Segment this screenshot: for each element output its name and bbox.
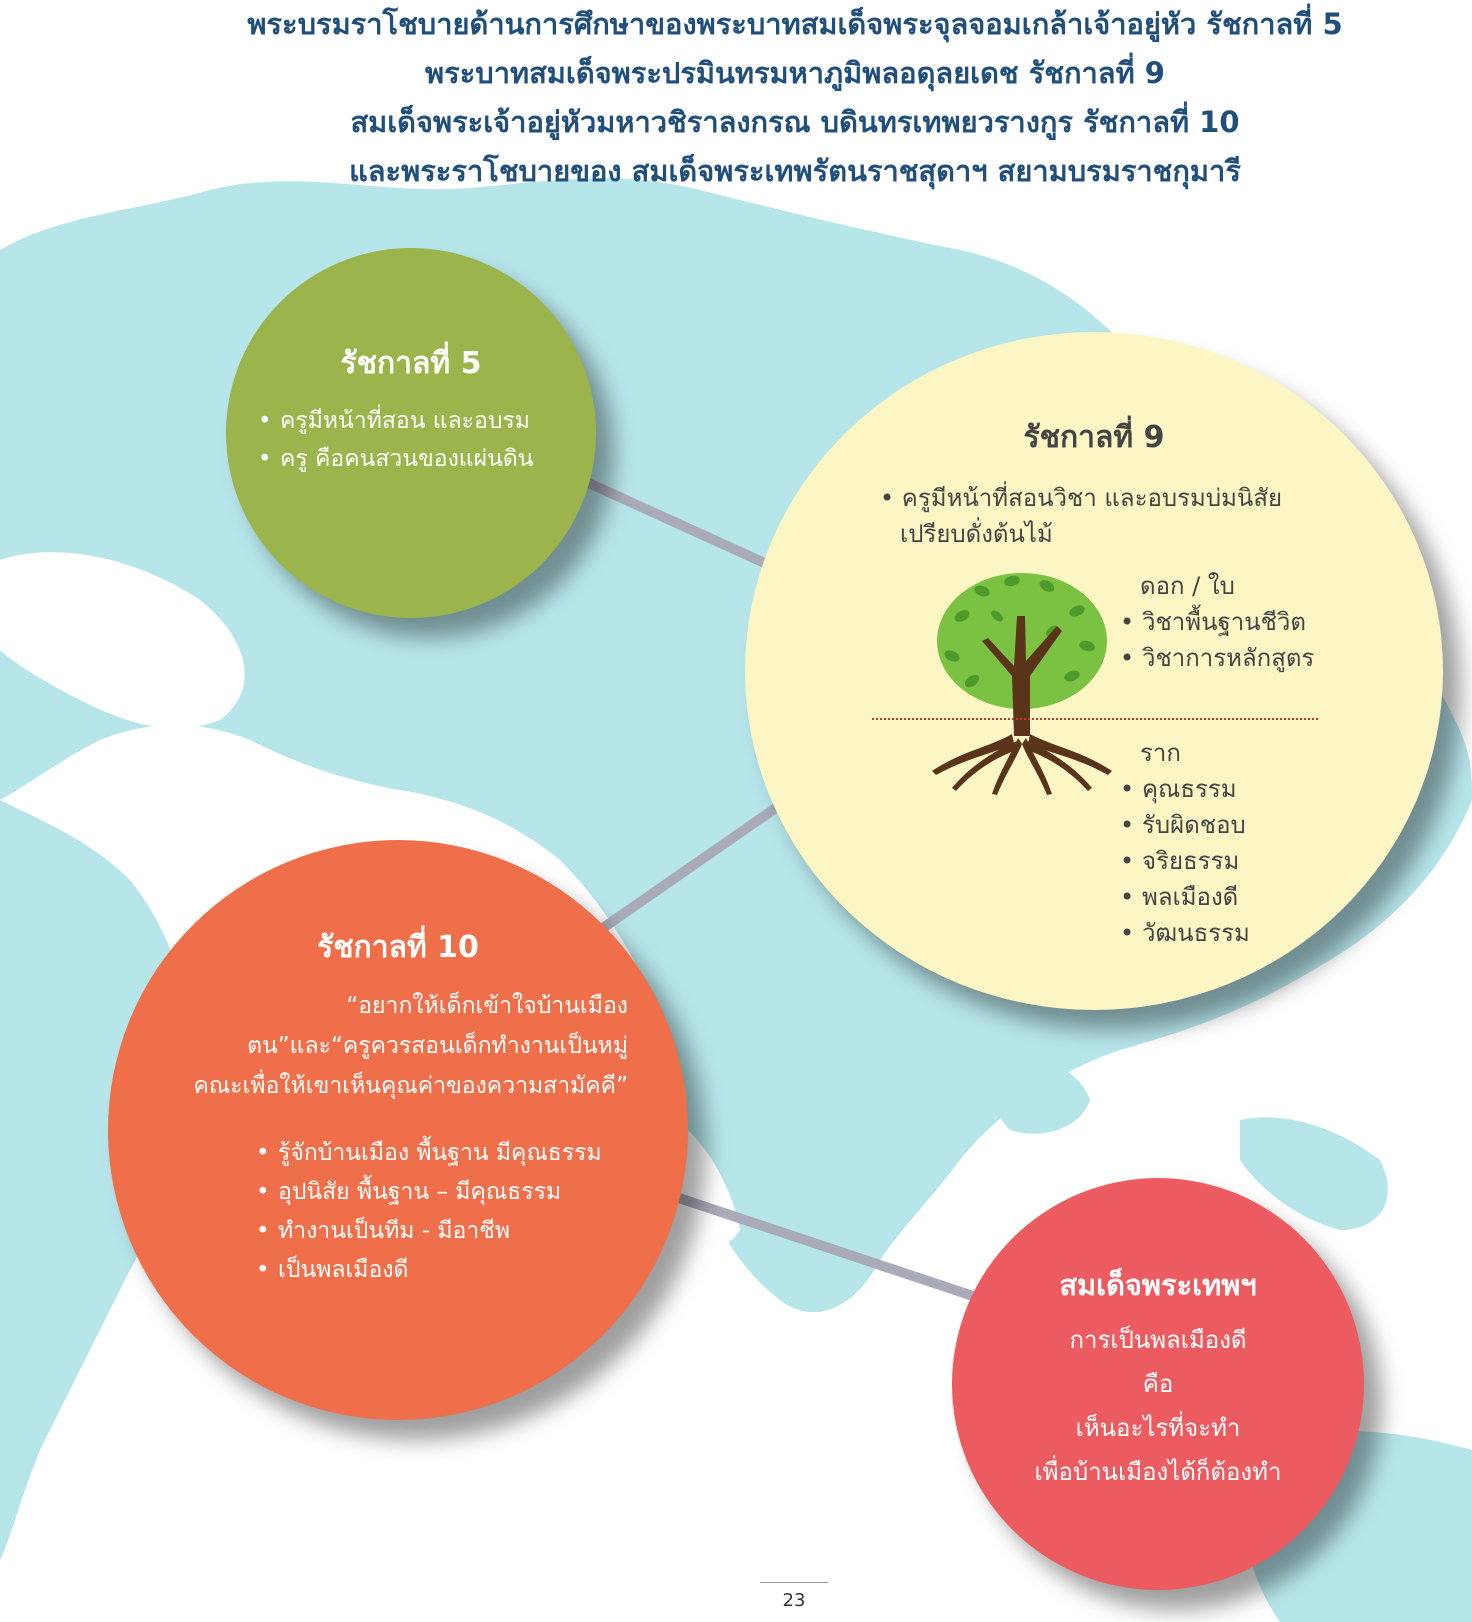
list-item: • เป็นพลเมืองดี [256, 1251, 602, 1290]
quote-line: คณะเพื่อให้เขาเห็นคุณค่าของความสามัคคี” [193, 1073, 628, 1099]
list-item: • วิชาพื้นฐานชีวิต [1120, 604, 1314, 640]
rama9-intro [880, 480, 1282, 552]
list-item: • วิชาการหลักสูตร [1120, 640, 1314, 676]
rama10-bullet-list [256, 1134, 602, 1290]
bullet-mark: • [880, 484, 902, 512]
list-item: • อุปนิสัย พื้นฐาน – มีคุณธรรม [256, 1173, 602, 1212]
rama5-bullet-list [258, 402, 533, 478]
rama9-flower-leaf-section [1140, 568, 1314, 676]
rama9-intro-line: เปรียบดั่งต้นไม้ [900, 520, 1053, 548]
title-line: พระบาทสมเด็จพระปรมินทรมหาภูมิพลอดุลยเดช รัชกาลที่ 9 [425, 56, 1165, 90]
princess-line: เพื่อบ้านเมืองได้ก็ต้องทำ [1034, 1458, 1282, 1486]
rama5-heading: รัชกาลที่ 5 [340, 346, 482, 381]
flower-leaf-list [1120, 604, 1314, 676]
quote-line: ตน”และ“ครูควรสอนเด็กทำงานเป็นหมู่ [247, 1033, 628, 1059]
princess-line: คือ [1142, 1370, 1174, 1398]
page-number-rule [760, 1582, 828, 1583]
page-number: 23 [782, 1590, 806, 1611]
rama9-intro-text: ครูมีหน้าที่สอนวิชา และอบรมบ่มนิสัย [901, 484, 1283, 512]
page-title [120, 0, 1470, 196]
list-item: • ครู คือคนสวนของแผ่นดิน [258, 440, 533, 478]
rama10-quote [160, 986, 628, 1106]
rama10-heading: รัชกาลที่ 10 [317, 930, 479, 965]
list-item: • จริยธรรม [1120, 843, 1250, 879]
rama9-intro-line [880, 480, 1282, 516]
root-list [1120, 771, 1250, 951]
princess-line: การเป็นพลเมืองดี [1069, 1326, 1247, 1354]
list-item: • รับผิดชอบ [1120, 807, 1250, 843]
princess-heading: สมเด็จพระเทพฯ [1059, 1268, 1257, 1302]
list-item: • ทำงานเป็นทีม - มีอาชีพ [256, 1212, 602, 1251]
list-item: • พลเมืองดี [1120, 879, 1250, 915]
tree-icon [922, 556, 1122, 796]
ground-divider-line [872, 718, 1318, 720]
list-item: • รู้จักบ้านเมือง พื้นฐาน มีคุณธรรม [256, 1134, 602, 1173]
princess-text [952, 1318, 1364, 1494]
title-line: สมเด็จพระเจ้าอยู่หัวมหาวชิราลงกรณ บดินทรเทพยวรางกูร รัชกาลที่ 10 [350, 105, 1240, 139]
rama9-heading: รัชกาลที่ 9 [1023, 420, 1165, 455]
flower-leaf-label: ดอก / ใบ [1140, 572, 1235, 600]
title-line: พระบรมราโชบายด้านการศึกษาของพระบาทสมเด็จพระจุลจอมเกล้าเจ้าอยู่หัว รัชกาลที่ 5 [247, 7, 1343, 41]
root-label: ราก [1140, 739, 1181, 767]
list-item: • วัฒนธรรม [1120, 915, 1250, 951]
princess-line: เห็นอะไรที่จะทำ [1075, 1414, 1241, 1442]
list-item: • คุณธรรม [1120, 771, 1250, 807]
title-line: และพระราโชบายของ สมเด็จพระเทพรัตนราชสุดาฯ สยามบรมราชกุมารี [349, 154, 1241, 188]
rama9-root-section [1140, 735, 1250, 951]
list-item: • ครูมีหน้าที่สอน และอบรม [258, 402, 533, 440]
quote-line: “อยากให้เด็กเข้าใจบ้านเมือง [346, 993, 628, 1019]
